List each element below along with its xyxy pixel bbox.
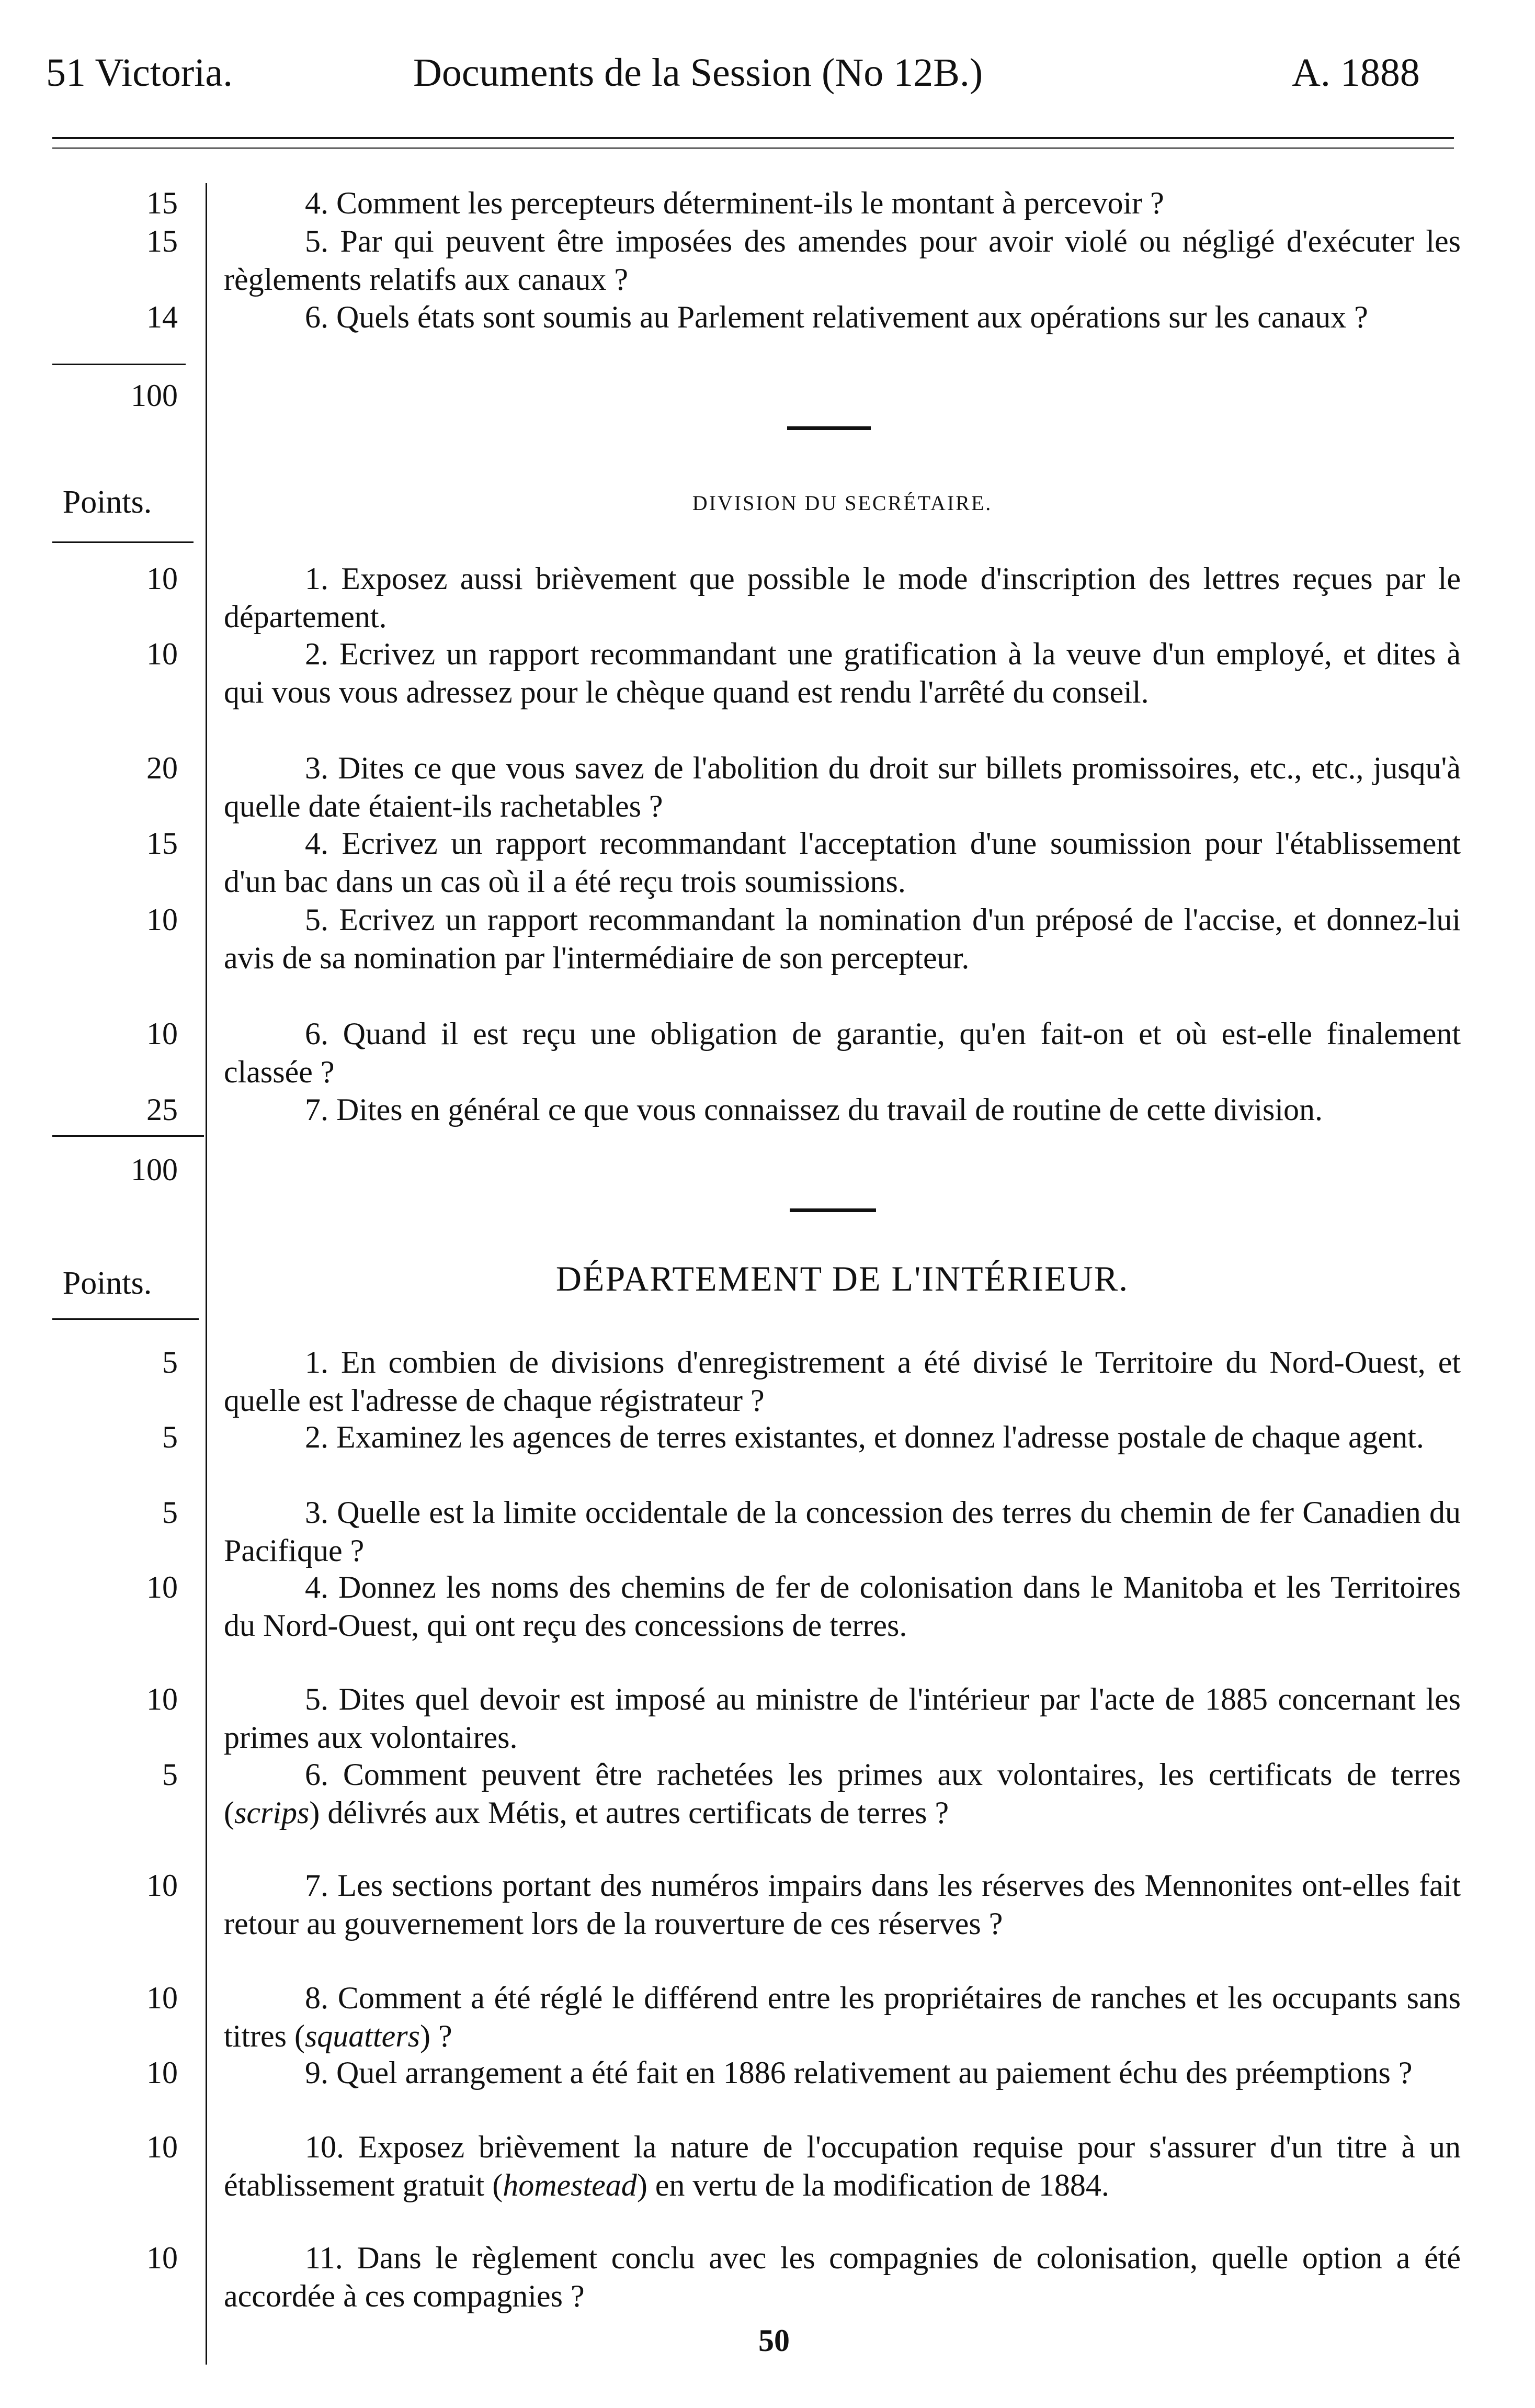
question-text: 6. Quels états sont soumis au Parlement relativement aux opérations sur les canaux ? <box>305 300 1368 334</box>
points-value: 10 <box>146 1016 178 1051</box>
points-value: 5 <box>162 1757 178 1792</box>
header-rule-bottom <box>52 148 1454 149</box>
header-center: Documents de la Session (No 12B.) <box>413 51 983 95</box>
points-value: 5 <box>162 1420 178 1454</box>
points-total: 100 <box>131 378 178 413</box>
points-value: 14 <box>146 300 178 334</box>
question-text: 10. Exposez brièvement la nature de l'occupation requise pour s'assurer d'un titre à un établissement gratuit (homestead) en vertu de la modification de 1884. <box>224 2130 1461 2202</box>
section-divider <box>787 426 871 430</box>
points-value: 10 <box>146 1682 178 1716</box>
question-text: 8. Comment a été réglé le différend entre les propriétaires de ranches et les occupants sans titres (squatters) ? <box>224 1981 1461 2053</box>
emphasis-term: scrips <box>234 1795 310 1830</box>
header-left: 51 Victoria. <box>46 51 233 95</box>
column-rule <box>206 183 207 2365</box>
points-header-rule <box>52 1318 199 1320</box>
question-text: 1. Exposez aussi brièvement que possible le mode d'inscription des lettres reçues par le département. <box>224 561 1461 634</box>
points-value: 10 <box>146 561 178 596</box>
question-text: 4. Ecrivez un rapport recommandant l'acceptation d'une soumission pour l'établissement d'un bac dans un cas où il a été reçu trois soumissions. <box>224 826 1461 899</box>
section-title: DÉPARTEMENT DE L'INTÉRIEUR. <box>555 1259 1129 1298</box>
question-text: 7. Dites en général ce que vous connaissez du travail de routine de cette division. <box>305 1092 1323 1127</box>
points-value: 25 <box>146 1092 178 1127</box>
question-text: 5. Par qui peuvent être imposées des amendes pour avoir violé ou négligé d'exécuter les règlements relatifs aux canaux ? <box>224 224 1461 297</box>
points-value: 5 <box>162 1495 178 1530</box>
points-value: 15 <box>146 826 178 861</box>
section-title: DIVISION DU SECRÉTAIRE. <box>692 491 993 515</box>
points-value: 10 <box>146 1981 178 2015</box>
points-value: 10 <box>146 1570 178 1604</box>
points-value: 10 <box>146 902 178 937</box>
total-separator <box>52 364 186 365</box>
question-text: 5. Dites quel devoir est imposé au ministre de l'intérieur par l'acte de 1885 concernant les primes aux volontaires. <box>224 1682 1461 1755</box>
total-separator <box>52 1135 204 1137</box>
emphasis-term: homestead <box>503 2167 637 2202</box>
question-text: 5. Ecrivez un rapport recommandant la nomination d'un préposé de l'accise, et donnez-lui avis de sa nomination par l'intermédiaire de son percepteur. <box>224 902 1461 975</box>
question-text: 6. Quand il est reçu une obligation de garantie, qu'en fait-on et où est-elle finalement classée ? <box>224 1016 1461 1089</box>
question-text: 2. Ecrivez un rapport recommandant une gratification à la veuve d'un employé, et dites à qui vous vous adressez pour le chèque quand est rendu l'arrêté du conseil. <box>224 637 1461 709</box>
question-text: 3. Dites ce que vous savez de l'abolition du droit sur billets promissoires, etc., etc., jusqu'à quelle date étaient-ils rachetables ? <box>224 751 1461 823</box>
points-value: 20 <box>146 751 178 785</box>
points-value: 10 <box>146 2055 178 2090</box>
points-value: 10 <box>146 2130 178 2164</box>
points-value: 15 <box>146 186 178 220</box>
points-value: 10 <box>146 2241 178 2275</box>
points-value: 5 <box>162 1345 178 1380</box>
page-number: 50 <box>758 2323 790 2358</box>
points-header-rule <box>52 541 194 543</box>
points-header: Points. <box>62 1265 152 1301</box>
question-text: 2. Examinez les agences de terres existantes, et donnez l'adresse postale de chaque agent. <box>305 1420 1424 1454</box>
emphasis-term: squatters <box>304 2018 420 2053</box>
question-text: 9. Quel arrangement a été fait en 1886 relativement au paiement échu des préemptions ? <box>305 2055 1413 2090</box>
points-total: 100 <box>131 1152 178 1187</box>
question-text: 4. Comment les percepteurs déterminent-ils le montant à percevoir ? <box>305 186 1164 220</box>
question-text: 4. Donnez les noms des chemins de fer de colonisation dans le Manitoba et les Territoires du Nord-Ouest, qui ont reçu des concessions de terres. <box>224 1570 1461 1643</box>
points-value: 15 <box>146 224 178 258</box>
points-header: Points. <box>62 484 152 520</box>
question-text: 3. Quelle est la limite occidentale de la concession des terres du chemin de fer Canadien du Pacifique ? <box>224 1495 1461 1568</box>
question-text: 7. Les sections portant des numéros impairs dans les réserves des Mennonites ont-elles fait retour au gouvernement lors de la rouverture de ces réserves ? <box>224 1868 1461 1941</box>
header-right: A. 1888 <box>1292 51 1420 95</box>
points-value: 10 <box>146 1868 178 1903</box>
question-text: 11. Dans le règlement conclu avec les compagnies de colonisation, quelle option a été accordée à ces compagnies ? <box>224 2241 1461 2313</box>
header-rule-top <box>52 137 1454 139</box>
question-text: 6. Comment peuvent être rachetées les primes aux volontaires, les certificats de terres (scrips) délivrés aux Métis, et autres certificats de terres ? <box>224 1757 1461 1830</box>
section-divider <box>790 1208 876 1212</box>
question-text: 1. En combien de divisions d'enregistrement a été divisé le Territoire du Nord-Ouest, et quelle est l'adresse de chaque régistrateur ? <box>224 1345 1461 1418</box>
points-value: 10 <box>146 637 178 671</box>
